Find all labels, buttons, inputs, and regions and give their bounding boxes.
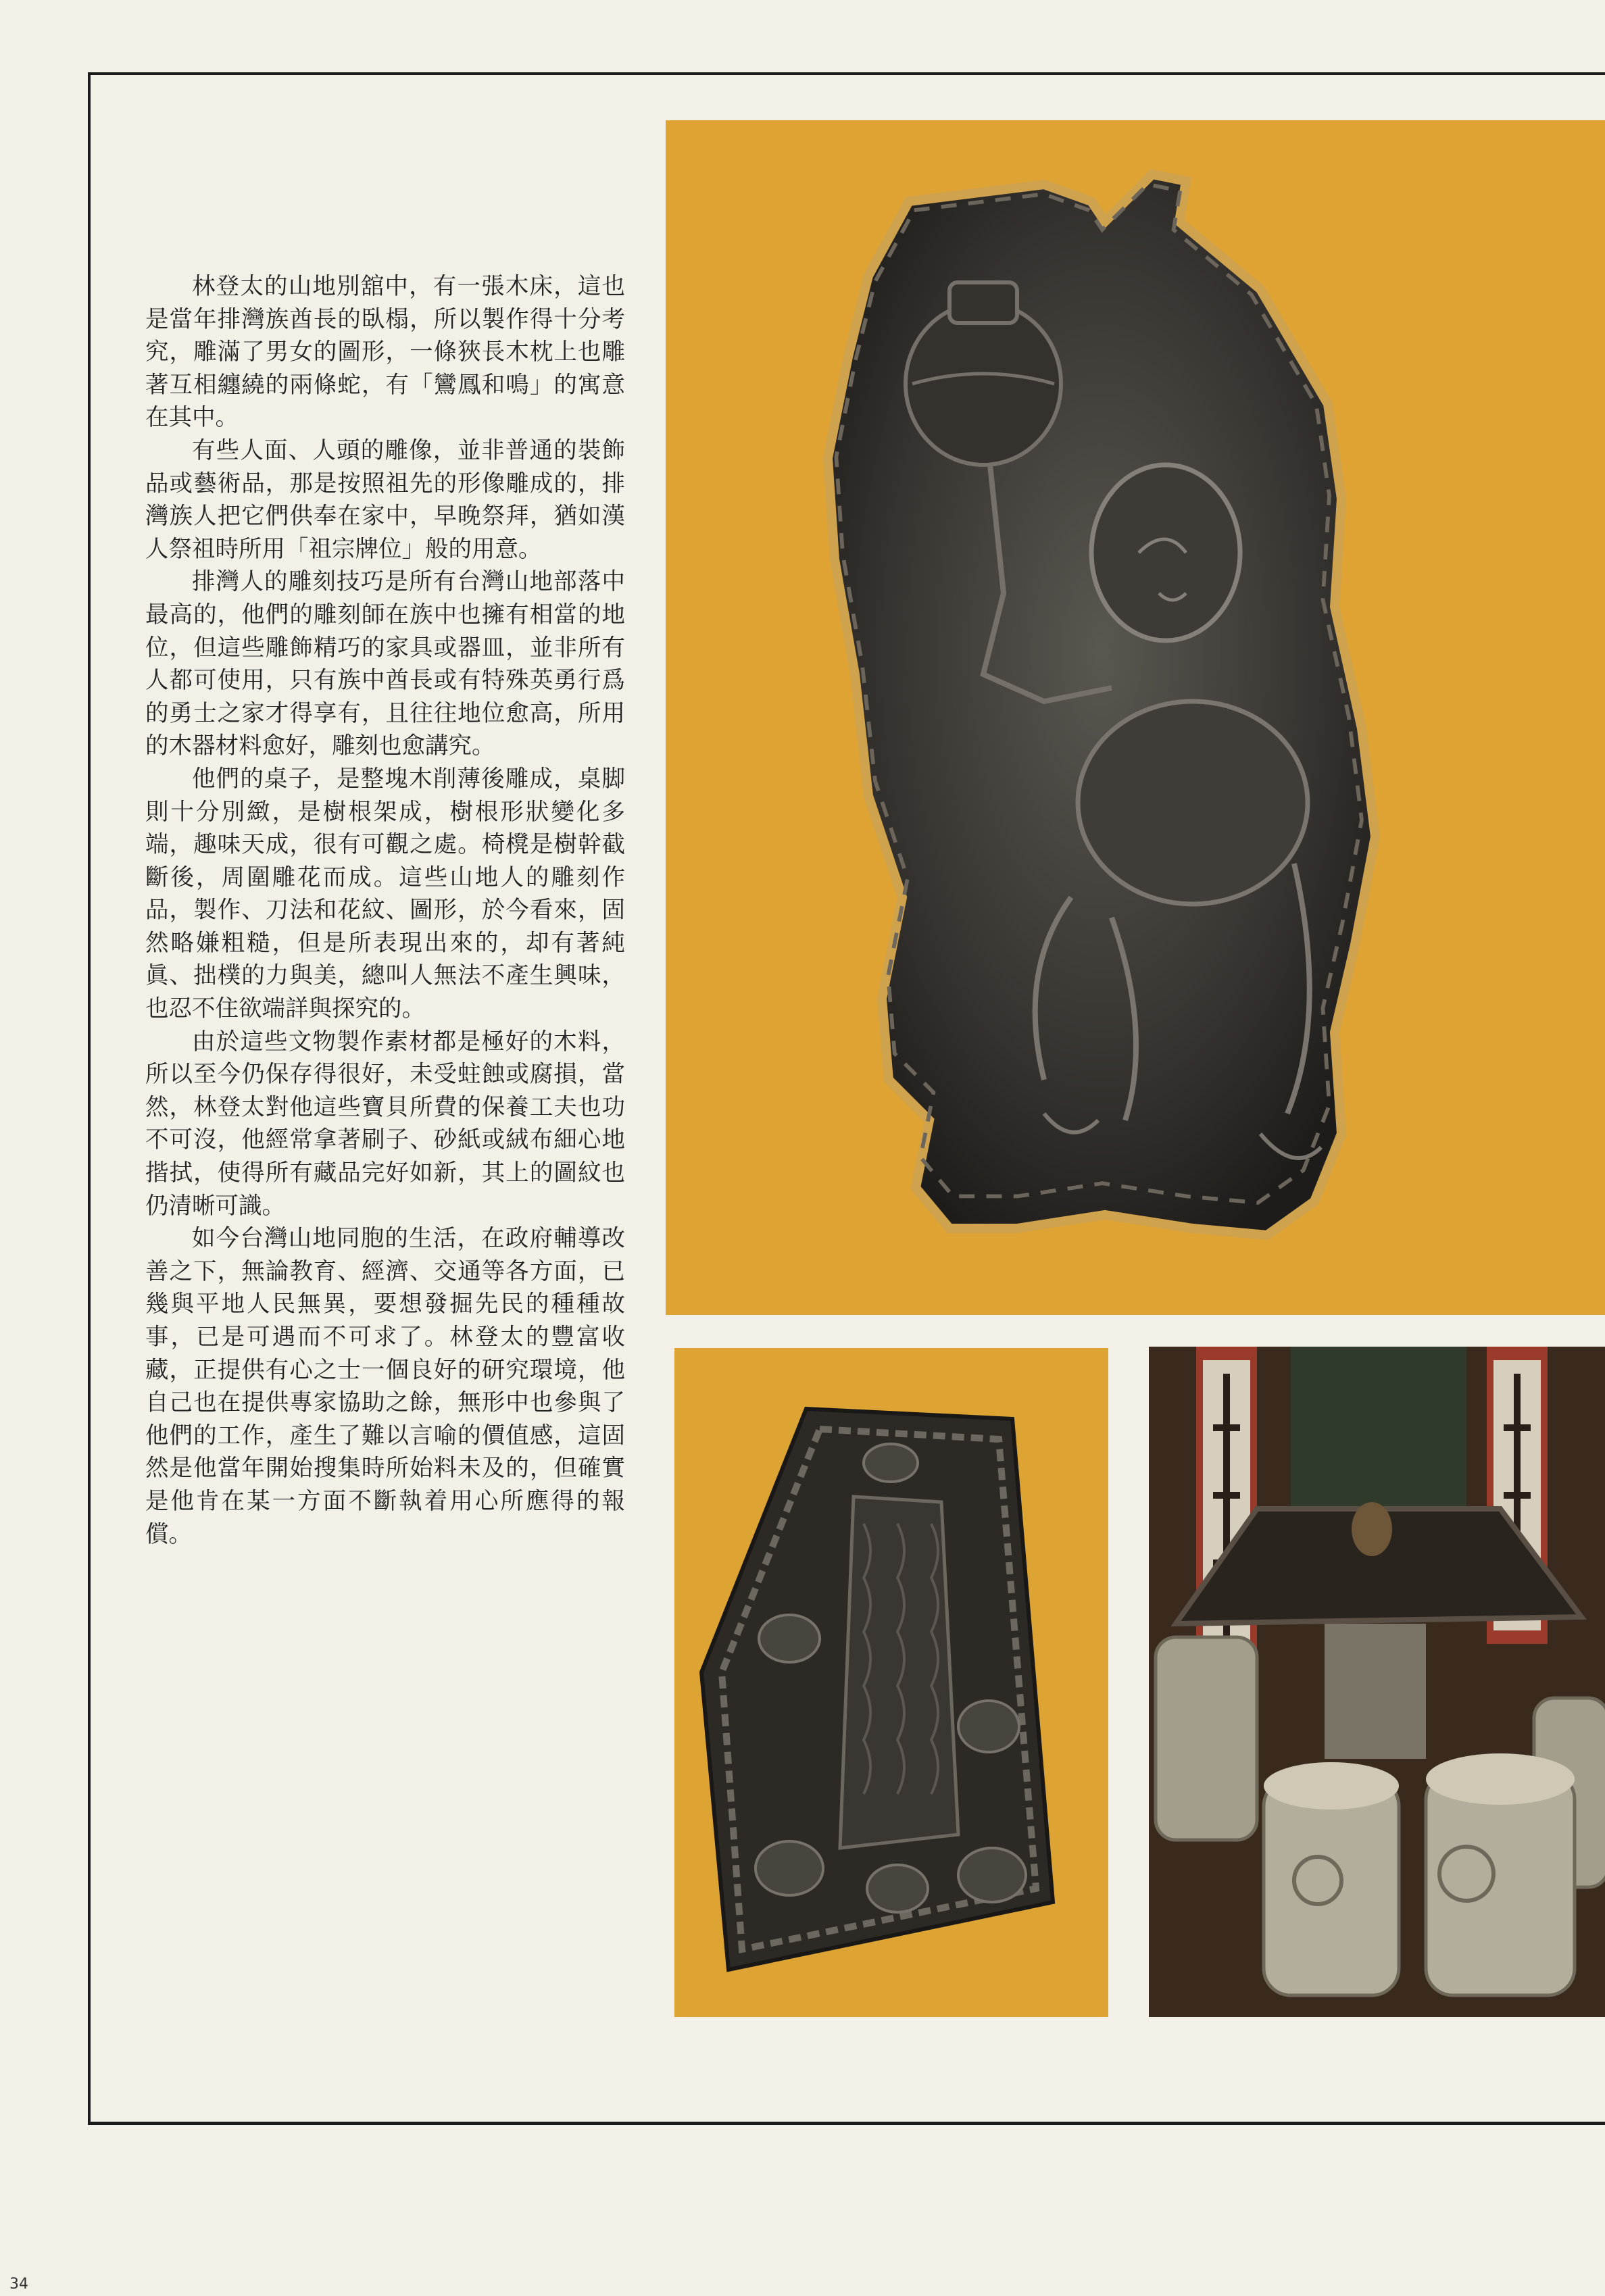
carved-furniture-illustration — [1149, 1347, 1605, 2017]
paragraph-3: 排灣人的雕刻技巧是所有台灣山地部落中最高的，他們的雕刻師在族中也擁有相當的地位，但這些雕飾精巧的家具或器皿，並非所有人都可使用，只有族中酋長或有特殊英勇行爲的勇士之家才得享有，且往往地位愈高，所用的木器材料愈好，雕刻也愈講究。 — [145, 568, 625, 760]
carved-panel-photo — [666, 120, 1605, 1315]
carved-board-photo — [674, 1348, 1108, 2017]
carved-furniture-photo — [1149, 1347, 1605, 2017]
paragraph-2: 有些人面、人頭的雕像，並非普通的裝飾品或藝術品，那是按照祖先的形像雕成的，排灣族人把它們供奉在家中，早晚祭拜，猶如漢人祭祖時所用「祖宗牌位」般的用意。 — [145, 436, 625, 563]
paragraph-5: 由於這些文物製作素材都是極好的木料，所以至今仍保存得很好，未受蛀蝕或腐損，當然，林登太對他這些寶貝所費的保養工夫也功不可沒，他經常拿著刷子、砂紙或絨布細心地揩拭，使得所有藏品完好如新，其上的圖紋也仍清晰可識。 — [145, 1028, 625, 1220]
page-number: 34 — [9, 2276, 28, 2293]
paragraph-1: 林登太的山地別舘中，有一張木床，這也是當年排灣族酋長的臥榻，所以製作得十分考究，雕滿了男女的圖形，一條狹長木枕上也雕著互相纏繞的兩條蛇，有「鸞鳳和鳴」的寓意在其中。 — [145, 273, 625, 432]
carved-board-illustration — [674, 1348, 1108, 2017]
carved-panel-illustration — [666, 120, 1605, 1315]
article-text — [145, 270, 625, 1551]
paragraph-4: 他們的桌子，是整塊木削薄後雕成，桌脚則十分別緻，是樹根架成，樹根形狀變化多端，趣味天成，很有可觀之處。椅櫈是樹幹截斷後，周圍雕花而成。這些山地人的雕刻作品，製作、刀法和花紋、圖形，於今看來，固然略嫌粗糙，但是所表現出來的，却有著純眞、拙樸的力與美，總叫人無法不產生興味，也忍不住欲端詳與探究的。 — [145, 765, 625, 1023]
paragraph-6: 如今台灣山地同胞的生活，在政府輔導改善之下，無論教育、經濟、交通等各方面，已幾與平地人民無異，要想發掘先民的種種故事，已是可遇而不可求了。林登太的豐富收藏，正提供有心之士一個良好的研究環境，他自己也在提供專家協助之餘，無形中也參與了他們的工作，產生了難以言喻的價值感，這固然是他當年開始搜集時所始料未及的，但確實是他肯在某一方面不斷執着用心所應得的報償。 — [145, 1225, 625, 1548]
